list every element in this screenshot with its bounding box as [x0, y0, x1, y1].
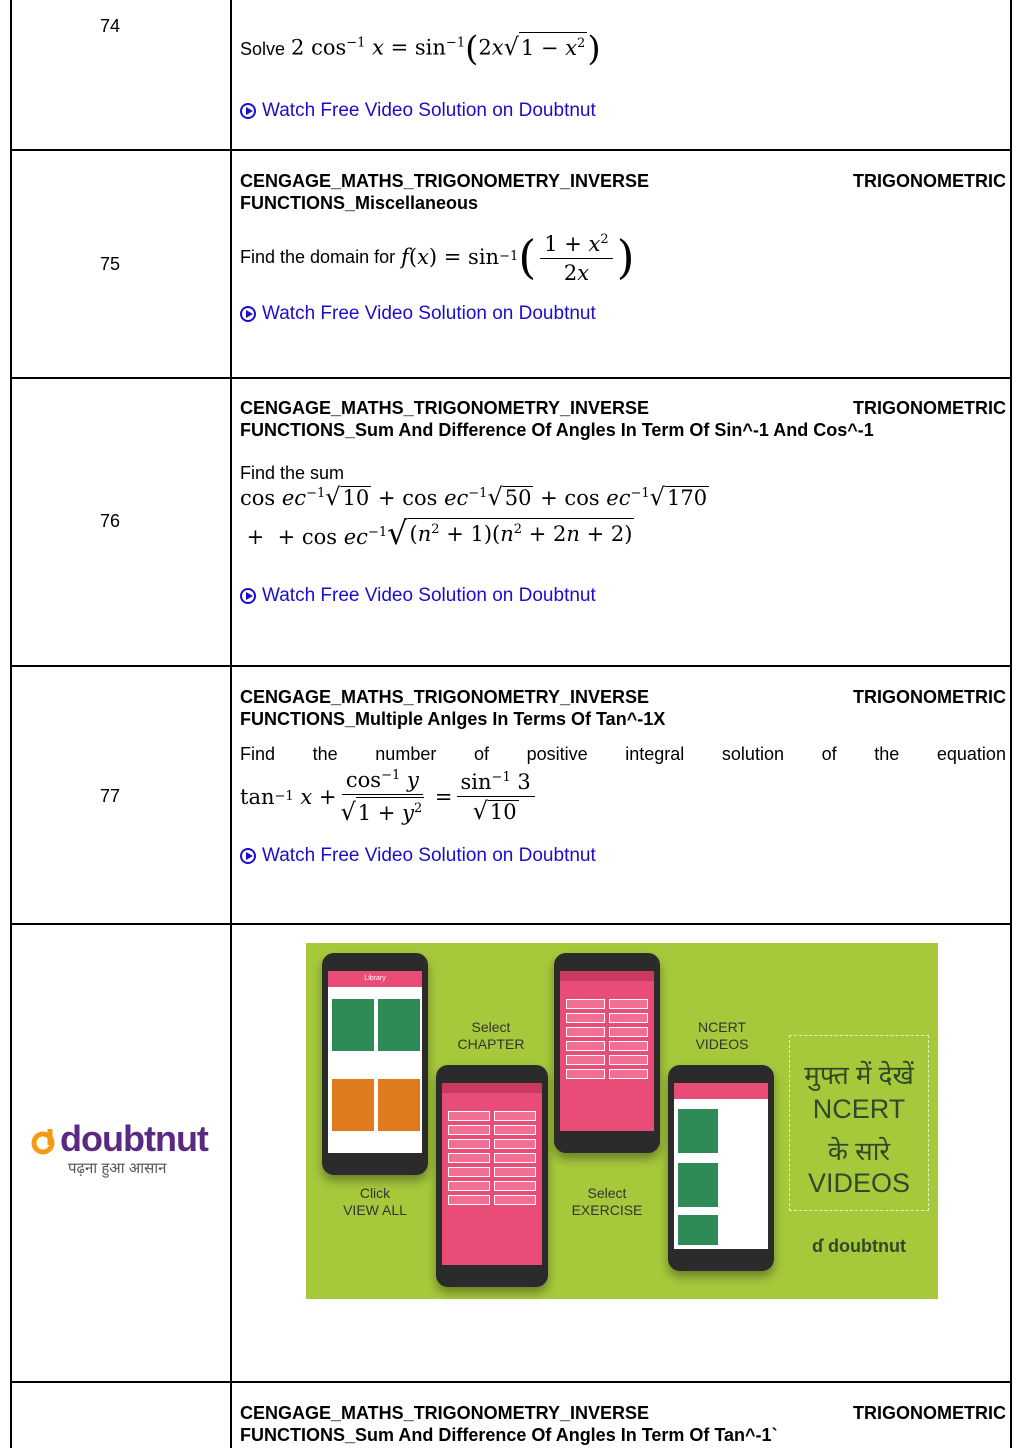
phone-mockup	[436, 1065, 548, 1287]
heading-line2: FUNCTIONS_Miscellaneous	[240, 193, 479, 213]
math-expression: f ( x ) = sin −1 ( $\frac{1 + x^2}{2x}$ )	[401, 229, 635, 285]
phone-mockup	[668, 1065, 774, 1271]
play-circle-icon	[240, 848, 256, 864]
question-word: the	[312, 744, 338, 764]
doubtnut-logo	[30, 1118, 220, 1178]
heading-left: CENGAGE_MATHS_TRIGONOMETRY_INVERSE	[240, 687, 650, 707]
math-expression-line2: + + $\cos ec^{-1}$ √ $(n^2 + 1)(n^2 + 2n + 2)$	[240, 514, 633, 552]
question-word: of	[473, 744, 489, 764]
question-heading	[240, 686, 1006, 730]
question-prefix: Find the domain for	[240, 246, 396, 267]
banner-brand: ɗ doubtnut	[812, 1236, 906, 1256]
play-circle-icon	[240, 103, 256, 119]
question-prefix: Find the sum	[240, 463, 345, 483]
question-74	[240, 26, 1006, 122]
watch-video-link[interactable]	[240, 100, 1006, 122]
heading-left: CENGAGE_MATHS_TRIGONOMETRY_INVERSE	[240, 171, 650, 191]
promo-hindi-line3: के सारे	[827, 1136, 891, 1166]
phone-mockup	[554, 953, 660, 1153]
math-expression: tan −1 x + $\cos^{-1} y$ √ $1 + y^2$ = $\sin^{-1} 3$ √ 10	[240, 768, 1006, 825]
question-text	[240, 26, 1006, 72]
link-label: Watch Free Video Solution on Doubtnut	[262, 303, 596, 324]
phone-mockup	[322, 953, 428, 1175]
phone-screen-title: Library	[328, 971, 422, 987]
question-heading	[240, 1402, 1006, 1446]
question-word: of	[821, 744, 837, 764]
link-label: Watch Free Video Solution on Doubtnut	[262, 585, 596, 606]
question-word: integral	[625, 744, 685, 764]
logo-tagline: पढ़ना हुआ आसान	[68, 1160, 167, 1177]
heading-right: TRIGONOMETRIC	[853, 1403, 1006, 1423]
link-label: Watch Free Video Solution on Doubtnut	[262, 100, 596, 121]
heading-right: TRIGONOMETRIC	[853, 398, 1006, 418]
question-word: number	[375, 744, 437, 764]
watch-video-link[interactable]	[240, 303, 1006, 325]
promo-hindi-line1: मुफ्त में देखें	[804, 1060, 914, 1090]
watch-video-link[interactable]	[240, 845, 1006, 867]
label-click-view-all: Click VIEW ALL	[343, 1185, 407, 1218]
play-circle-icon	[240, 306, 256, 322]
phone-screen	[674, 1083, 768, 1249]
heading-line2: FUNCTIONS_Multiple Anlges In Terms Of Tan^-1X	[240, 709, 666, 729]
doubtnut-logo-icon	[30, 1125, 60, 1155]
heading-line2: FUNCTIONS_Sum And Difference Of Angles In Term Of Sin^-1 And Cos^-1	[240, 420, 874, 440]
label-select-exercise: Select EXERCISE	[571, 1185, 643, 1218]
question-75	[240, 170, 1006, 325]
number-column	[12, 0, 232, 1448]
heading-left: CENGAGE_MATHS_TRIGONOMETRY_INVERSE	[240, 1403, 650, 1423]
question-76	[240, 397, 1006, 607]
question-number: 75	[99, 254, 121, 274]
watch-video-link[interactable]	[240, 585, 1006, 607]
promo-ncert: NCERT	[812, 1094, 906, 1124]
question-prefix: Solve	[240, 39, 286, 59]
math-expression: 2 $\cos^{-1} x = \sin^{-1}(2x$ √ $1 - x^2$ )	[291, 29, 601, 69]
row-divider	[10, 149, 1012, 151]
phone-screen	[560, 971, 654, 1131]
question-text	[240, 228, 1006, 285]
phone-screen	[328, 971, 422, 1153]
math-expression-line1: $\cos ec^{-1}$ √ 10 + $\cos ec^{-1}$ √ 50 + $\cos ec^{-1}$ √ 170	[240, 483, 708, 511]
label-ncert-videos: NCERT VIDEOS	[695, 1019, 749, 1052]
row-divider	[10, 665, 1012, 667]
row-divider	[10, 377, 1012, 379]
heading-left: CENGAGE_MATHS_TRIGONOMETRY_INVERSE	[240, 398, 650, 418]
question-77	[240, 686, 1006, 867]
promo-text-box	[789, 1035, 929, 1211]
row-divider	[10, 1381, 1012, 1383]
logo-wordmark	[30, 1118, 220, 1160]
label-select-chapter: Select CHAPTER	[457, 1019, 525, 1052]
logo-brand: doubtnut	[60, 1118, 208, 1159]
question-heading	[240, 397, 1006, 441]
question-number: 77	[99, 786, 121, 806]
link-label: Watch Free Video Solution on Doubtnut	[262, 845, 596, 866]
question-word: solution	[721, 744, 784, 764]
question-next	[240, 1402, 1006, 1446]
heading-right: TRIGONOMETRIC	[853, 171, 1006, 191]
question-text	[240, 742, 1006, 766]
question-word: the	[874, 744, 900, 764]
play-circle-icon	[240, 588, 256, 604]
heading-line2: FUNCTIONS_Sum And Difference Of Angles In Term Of Tan^-1`	[240, 1425, 778, 1445]
question-word: positive	[526, 744, 588, 764]
question-word: equation	[936, 744, 1006, 764]
promo-banner[interactable]	[306, 943, 938, 1299]
question-heading	[240, 170, 1006, 214]
question-word: Find	[240, 744, 276, 764]
promo-videos: VIDEOS	[807, 1168, 911, 1198]
phone-screen	[442, 1083, 542, 1265]
question-number: 76	[99, 511, 121, 531]
heading-right: TRIGONOMETRIC	[853, 687, 1006, 707]
row-divider	[10, 923, 1012, 925]
question-number: 74	[99, 16, 121, 36]
